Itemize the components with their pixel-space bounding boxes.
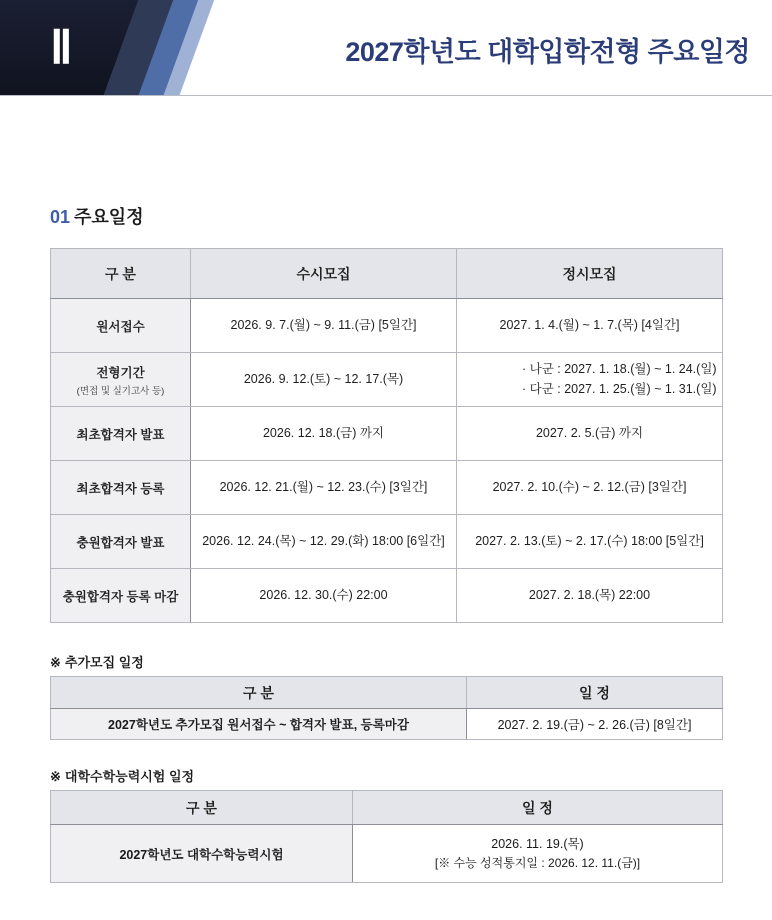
cell-jeongsi-waitlist-registration-deadline: [457, 569, 723, 623]
note-mark-icon: ※: [50, 769, 61, 784]
row-label-first-pass-announcement: [51, 407, 191, 461]
cell-susi-waitlist-registration-deadline: [191, 569, 457, 623]
column-header-category: 구 분: [51, 249, 191, 299]
additional-table-head: [51, 677, 723, 709]
table-header-row: [51, 249, 723, 299]
cell-line: 2026. 12. 30.(수) 22:00: [259, 587, 388, 602]
table-row: [51, 515, 723, 569]
table-header-row: [51, 677, 723, 709]
main-table-head: [51, 249, 723, 299]
cell-line: 2026. 12. 18.(금) 까지: [262, 425, 384, 440]
section-number: 01: [50, 207, 71, 227]
section-title: 주요일정: [74, 207, 144, 227]
main-schedule-table: [50, 248, 723, 623]
table-row: [51, 569, 723, 623]
cell-line: · 다군 : 2027. 1. 25.(월) ~ 1. 31.(일): [522, 381, 717, 396]
row-label-subtext: (면접 및 실기고사 등): [76, 385, 165, 397]
cell-line: 2026. 12. 21.(월) ~ 12. 23.(수) [3일간]: [219, 479, 428, 494]
row-label-text: 최초합격자 발표: [76, 427, 165, 442]
cell-line: 2027. 2. 10.(수) ~ 2. 12.(금) [3일간]: [492, 479, 687, 494]
row-label-first-pass-registration: [51, 461, 191, 515]
cell-susi-waitlist-announcement: [191, 515, 457, 569]
cell-jeongsi-first-pass-announcement: [457, 407, 723, 461]
cell-line: 2027. 2. 13.(토) ~ 2. 17.(수) 18:00 [5일간]: [475, 533, 704, 548]
cell-jeongsi-first-pass-registration: [457, 461, 723, 515]
column-header-category: 구 분: [51, 677, 467, 709]
cell-line: 2026. 9. 12.(토) ~ 12. 17.(목): [243, 371, 404, 386]
cell-line: 2026. 11. 19.(목): [491, 836, 584, 851]
table-row: [51, 407, 723, 461]
cell-susi-first-pass-announcement: [191, 407, 457, 461]
csat-note-text: 대학수학능력시험 일정: [64, 769, 195, 784]
cell-line: · 나군 : 2027. 1. 18.(월) ~ 1. 24.(일): [522, 362, 717, 377]
main-table-body: [51, 299, 723, 623]
row-label-text: 충원합격자 발표: [76, 535, 165, 550]
row-label-text: 원서접수: [96, 319, 145, 334]
table-row: [51, 353, 723, 407]
row-label-text: 최초합격자 등록: [76, 481, 165, 496]
column-header-jeongsi: 정시모집: [457, 249, 723, 299]
additional-recruitment-table: [50, 676, 723, 740]
csat-table-head: [51, 791, 723, 825]
cell-line: 2027. 1. 4.(월) ~ 1. 7.(목) [4일간]: [499, 317, 680, 332]
cell-jeongsi-application: [457, 299, 723, 353]
section-heading: [50, 203, 144, 229]
cell-jeongsi-evaluation-period: [457, 353, 723, 407]
cell-line: 2026. 9. 7.(월) ~ 9. 11.(금) [5일간]: [230, 317, 417, 332]
cell-susi-first-pass-registration: [191, 461, 457, 515]
cell-line: [※ 수능 성적통지일 : 2026. 12. 11.(금)]: [434, 855, 641, 870]
cell-jeongsi-waitlist-announcement: [457, 515, 723, 569]
column-header-schedule: 일 정: [353, 791, 723, 825]
cell-additional-value: 2027. 2. 19.(금) ~ 2. 26.(금) [8일간]: [467, 709, 723, 740]
row-label-evaluation-period: [51, 353, 191, 407]
row-label-waitlist-announcement: [51, 515, 191, 569]
page-title: 2027학년도 대학입학전형 주요일정: [345, 37, 750, 67]
additional-recruitment-note-text: 추가모집 일정: [64, 655, 144, 670]
row-label-waitlist-registration-deadline: [51, 569, 191, 623]
cell-susi-application: [191, 299, 457, 353]
cell-csat-value: [353, 825, 723, 883]
row-label-text: 전형기간: [96, 365, 145, 380]
table-row: [51, 461, 723, 515]
cell-susi-evaluation-period: [191, 353, 457, 407]
chapter-numeral: Ⅱ: [50, 22, 74, 73]
csat-schedule-table: [50, 790, 723, 883]
table-row: [51, 825, 723, 883]
column-header-susi: 수시모집: [191, 249, 457, 299]
column-header-category: 구 분: [51, 791, 353, 825]
table-row: [51, 709, 723, 740]
csat-note: [50, 766, 194, 785]
cell-line: 2026. 12. 24.(목) ~ 12. 29.(화) 18:00 [6일간]: [202, 533, 445, 548]
csat-table-body: [51, 825, 723, 883]
header-divider: [0, 95, 772, 96]
table-row: [51, 299, 723, 353]
table-header-row: [51, 791, 723, 825]
row-label-text: 충원합격자 등록 마감: [62, 589, 179, 604]
additional-recruitment-note: [50, 652, 144, 671]
row-label-application: [51, 299, 191, 353]
page-header: [0, 0, 772, 96]
cell-csat-label: 2027학년도 대학수학능력시험: [51, 825, 353, 883]
additional-table-body: [51, 709, 723, 740]
cell-line: 2027. 2. 18.(목) 22:00: [528, 587, 651, 602]
cell-line: 2027. 2. 5.(금) 까지: [535, 425, 644, 440]
cell-additional-label: 2027학년도 추가모집 원서접수 ~ 합격자 발표, 등록마감: [51, 709, 467, 740]
column-header-schedule: 일 정: [467, 677, 723, 709]
note-mark-icon: ※: [50, 655, 61, 670]
